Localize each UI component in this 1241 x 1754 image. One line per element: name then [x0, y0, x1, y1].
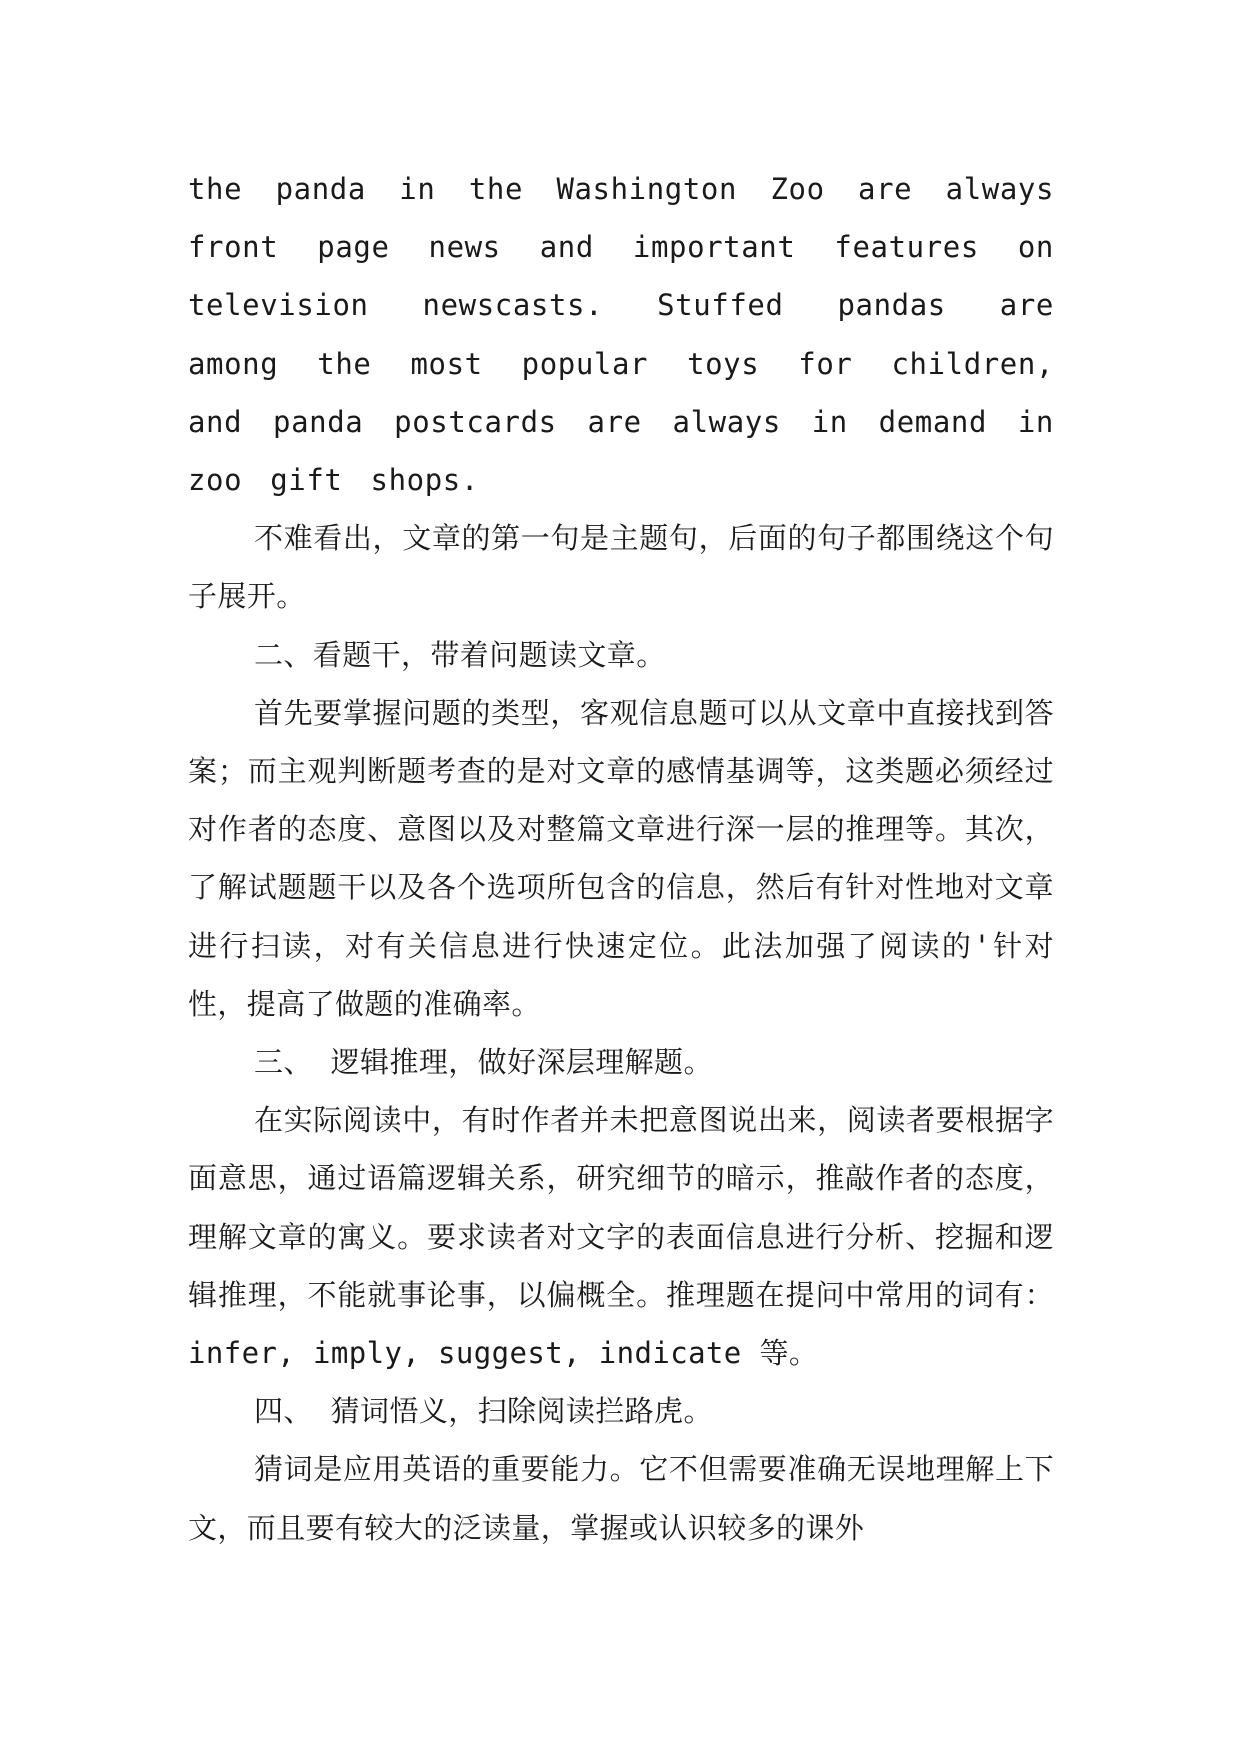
section-heading-4: 四、 猜词悟义，扫除阅读拦路虎。: [254, 1394, 713, 1429]
paragraph-logical-inference: 在实际阅读中，有时作者并未把意图说出来，阅读者要根据字面意思，通过语篇逻辑关系，研究细节的暗示，推敲作者的态度，理解文章的寓义。要求读者对文字的表面信息进行分析、挖掘和逻辑推理，不能就事论事，以偏概全。推理题在提问中常用的词有：infer, imply, suggest, indicate 等。: [188, 1103, 1054, 1371]
paragraph-guess-words: 猜词是应用英语的重要能力。它不但需要准确无误地理解上下文，而且要有较大的泛读量，掌握或认识较多的课外: [188, 1452, 1054, 1545]
document-body: [188, 160, 1054, 1557]
paragraph-topic-sentence-note: 不难看出，文章的第一句是主题句，后面的句子都围绕这个句子展开。: [188, 521, 1054, 614]
section-heading-3: 三、 逻辑推理，做好深层理解题。: [254, 1045, 713, 1080]
paragraph-question-types: 首先要掌握问题的类型，客观信息题可以从文章中直接找到答案；而主观判断题考查的是对文章的感情基调等，这类题必须经过对作者的态度、意图以及对整篇文章进行深一层的推理等。其次，了解试题题干以及各个选项所包含的信息，然后有针对性地对文章进行扫读，对有关信息进行快速定位。此法加强了阅读的'针对性，提高了做题的准确率。: [188, 695, 1054, 1021]
paragraph-panda-english: the panda in the Washington Zoo are always front page news and important features on television newscasts. Stuffed pandas are among the most popular toys for children, and panda postcards are always in demand in zoo gift shops.: [188, 172, 1054, 498]
section-heading-2: 二、看题干，带着问题读文章。: [254, 637, 666, 672]
